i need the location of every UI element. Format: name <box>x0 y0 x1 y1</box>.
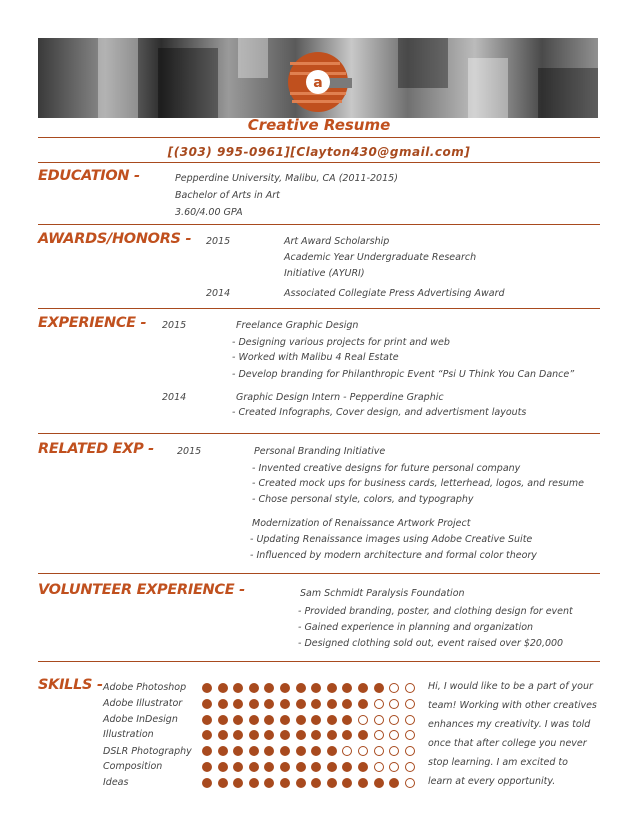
skill-dot-filled <box>296 746 306 756</box>
skill-dot-filled <box>327 683 337 693</box>
experience-year: 2014 <box>162 392 187 403</box>
skill-dot-empty <box>374 730 384 740</box>
skill-name: DSLR Photography <box>103 746 192 757</box>
skill-dot-filled <box>280 715 290 725</box>
skill-dot-filled <box>280 778 290 788</box>
skill-dot-empty <box>389 762 399 772</box>
skill-dot-filled <box>311 730 321 740</box>
skill-dot-filled <box>233 715 243 725</box>
experience-bullet: - Designing various projects for print and web <box>232 337 450 348</box>
skill-dot-filled <box>327 762 337 772</box>
skill-dot-empty <box>389 699 399 709</box>
skill-name: Adobe InDesign <box>103 714 178 725</box>
skill-dot-filled <box>264 715 274 725</box>
skill-dot-filled <box>202 715 212 725</box>
award-line: Initiative (AYURI) <box>284 268 365 279</box>
skill-dot-empty <box>342 746 352 756</box>
education-heading: EDUCATION - <box>38 168 140 184</box>
skill-name: Adobe Illustrator <box>103 698 183 709</box>
experience-title: Graphic Design Intern - Pepperdine Graphic <box>236 392 444 403</box>
logo <box>284 48 352 116</box>
skill-dot-filled <box>342 715 352 725</box>
skill-dot-filled <box>218 746 228 756</box>
skill-dot-filled <box>249 730 259 740</box>
award-line: Academic Year Undergraduate Research <box>284 252 477 263</box>
skill-dot-filled <box>342 730 352 740</box>
skill-dot-filled <box>327 730 337 740</box>
skill-dot-filled <box>327 715 337 725</box>
divider <box>38 308 600 309</box>
skill-dot-empty <box>374 746 384 756</box>
skill-dot-filled <box>249 683 259 693</box>
skills-heading: SKILLS - <box>38 677 103 693</box>
svg-text:a: a <box>313 75 323 91</box>
skill-dot-empty <box>405 762 415 772</box>
skill-dot-filled <box>280 683 290 693</box>
related-year: 2015 <box>177 446 202 457</box>
related-bullet: - Created mock ups for business cards, letterhead, logos, and resume <box>252 478 585 489</box>
skill-dot-filled <box>202 730 212 740</box>
skill-dot-filled <box>296 699 306 709</box>
skill-dot-filled <box>218 778 228 788</box>
divider <box>38 137 600 138</box>
experience-year: 2015 <box>162 320 187 331</box>
skill-dot-filled <box>264 746 274 756</box>
education-line: Pepperdine University, Malibu, CA (2011-2015) <box>175 173 398 184</box>
skill-dot-filled <box>218 730 228 740</box>
skill-dot-filled <box>264 699 274 709</box>
divider <box>38 433 600 434</box>
skill-dot-filled <box>233 746 243 756</box>
experience-heading: EXPERIENCE - <box>38 315 147 331</box>
skill-dot-filled <box>233 730 243 740</box>
skill-dot-filled <box>249 778 259 788</box>
volunteer-bullet: - Designed clothing sold out, event raised over $20,000 <box>298 638 564 649</box>
skill-name: Composition <box>103 761 163 772</box>
skill-dot-filled <box>358 699 368 709</box>
skill-dot-filled <box>327 778 337 788</box>
note-line: once that after college you never <box>428 738 587 749</box>
skill-dot-filled <box>280 699 290 709</box>
volunteer-bullet: - Gained experience in planning and organization <box>298 622 534 633</box>
experience-title: Freelance Graphic Design <box>236 320 359 331</box>
skill-dot-filled <box>342 683 352 693</box>
volunteer-bullet: - Provided branding, poster, and clothing design for event <box>298 606 573 617</box>
skill-dot-filled <box>264 683 274 693</box>
note-line: enhances my creativity. I was told <box>428 719 591 730</box>
note-line: team! Working with other creatives <box>428 700 597 711</box>
skill-dot-filled <box>280 762 290 772</box>
skill-dot-empty <box>389 746 399 756</box>
experience-bullet: - Created Infographs, Cover design, and advertisment layouts <box>232 407 527 418</box>
skill-dot-filled <box>202 778 212 788</box>
skill-dot-filled <box>218 762 228 772</box>
related-bullet: - Chose personal style, colors, and typography <box>252 494 474 505</box>
skill-dot-filled <box>202 746 212 756</box>
skill-dot-filled <box>233 683 243 693</box>
skill-name: Illustration <box>103 729 154 740</box>
skill-dot-filled <box>264 730 274 740</box>
skill-dot-filled <box>311 715 321 725</box>
skill-dot-filled <box>311 746 321 756</box>
skill-dot-empty <box>405 778 415 788</box>
skill-dot-filled <box>202 762 212 772</box>
skill-dot-filled <box>264 778 274 788</box>
skill-dot-filled <box>264 762 274 772</box>
skill-dot-filled <box>249 699 259 709</box>
volunteer-heading: VOLUNTEER EXPERIENCE - <box>38 582 245 598</box>
skill-dot-filled <box>296 715 306 725</box>
related-bullet: - Influenced by modern architecture and formal color theory <box>250 550 537 561</box>
skill-dot-empty <box>405 715 415 725</box>
related-bullet: - Updating Renaissance images using Adobe Creative Suite <box>250 534 533 545</box>
divider <box>38 661 600 662</box>
skill-dot-filled <box>249 762 259 772</box>
skill-dot-filled <box>233 778 243 788</box>
related-project-title: Modernization of Renaissance Artwork Project <box>252 518 471 529</box>
skill-dot-empty <box>374 762 384 772</box>
award-line: Associated Collegiate Press Advertising Award <box>284 288 505 299</box>
divider <box>38 573 600 574</box>
contact-info: [(303) 995-0961][Clayton430@gmail.com] <box>167 145 471 159</box>
skill-dot-filled <box>358 730 368 740</box>
skill-dot-filled <box>296 762 306 772</box>
divider <box>38 224 600 225</box>
skill-dot-filled <box>311 699 321 709</box>
related-bullet: - Invented creative designs for future personal company <box>252 463 521 474</box>
skill-dot-filled <box>218 699 228 709</box>
skill-dot-empty <box>389 683 399 693</box>
skill-dot-filled <box>389 778 399 788</box>
note-line: learn at every opportunity. <box>428 776 556 787</box>
experience-bullet: - Worked with Malibu 4 Real Estate <box>232 352 399 363</box>
skills-note <box>428 677 603 791</box>
skill-dot-filled <box>311 683 321 693</box>
award-year: 2015 <box>206 236 231 247</box>
skill-name: Ideas <box>103 777 129 788</box>
skill-dot-empty <box>389 730 399 740</box>
skill-dot-empty <box>405 683 415 693</box>
divider <box>38 162 600 163</box>
skill-dot-filled <box>296 778 306 788</box>
skill-dot-empty <box>358 746 368 756</box>
skill-dot-filled <box>233 699 243 709</box>
related-heading: RELATED EXP - <box>38 441 154 457</box>
awards-heading: AWARDS/HONORS - <box>38 231 192 247</box>
skill-dot-filled <box>311 762 321 772</box>
skill-dot-filled <box>358 778 368 788</box>
skill-dot-empty <box>374 715 384 725</box>
award-line: Art Award Scholarship <box>284 236 390 247</box>
skill-rating-grid <box>202 682 420 792</box>
skill-dot-filled <box>296 683 306 693</box>
skill-dot-empty <box>405 746 415 756</box>
skill-dot-filled <box>202 699 212 709</box>
skill-dot-filled <box>358 762 368 772</box>
skill-dot-empty <box>374 699 384 709</box>
skill-dot-empty <box>389 715 399 725</box>
page-title: Creative Resume <box>247 116 391 134</box>
skill-dot-filled <box>280 746 290 756</box>
skill-dot-filled <box>327 746 337 756</box>
volunteer-title: Sam Schmidt Paralysis Foundation <box>300 588 465 599</box>
skill-dot-empty <box>358 715 368 725</box>
skill-dot-filled <box>233 762 243 772</box>
skill-dot-filled <box>327 699 337 709</box>
skill-dot-filled <box>249 746 259 756</box>
skill-dot-filled <box>358 683 368 693</box>
skill-dot-filled <box>311 778 321 788</box>
skill-dot-filled <box>280 730 290 740</box>
skill-dot-filled <box>374 683 384 693</box>
skill-dot-filled <box>218 683 228 693</box>
skill-dot-filled <box>342 762 352 772</box>
note-line: stop learning. I am excited to <box>428 757 568 768</box>
education-line: Bachelor of Arts in Art <box>175 190 280 201</box>
note-line: Hi, I would like to be a part of your <box>428 681 593 692</box>
experience-bullet: - Develop branding for Philanthropic Event “Psi U Think You Can Dance” <box>232 369 575 380</box>
skill-dot-filled <box>296 730 306 740</box>
award-year: 2014 <box>206 288 231 299</box>
skill-dot-filled <box>218 715 228 725</box>
education-line: 3.60/4.00 GPA <box>175 207 243 218</box>
skill-dot-filled <box>249 715 259 725</box>
skill-dot-empty <box>405 730 415 740</box>
related-project-title: Personal Branding Initiative <box>254 446 386 457</box>
skill-dot-filled <box>202 683 212 693</box>
skill-dot-filled <box>342 699 352 709</box>
skill-dot-filled <box>342 778 352 788</box>
skill-dot-empty <box>405 699 415 709</box>
skill-dot-filled <box>374 778 384 788</box>
skill-name: Adobe Photoshop <box>103 682 187 693</box>
